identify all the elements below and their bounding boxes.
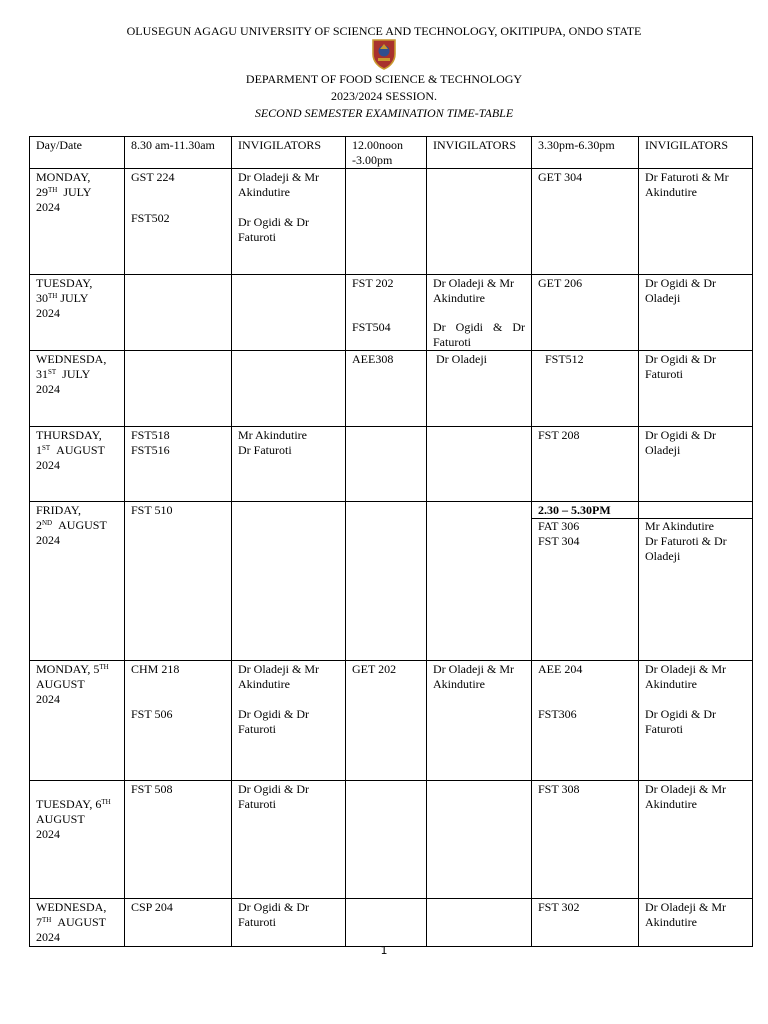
date-year: 2024 xyxy=(36,458,60,472)
day-name: FRIDAY, xyxy=(36,503,82,517)
table-row xyxy=(30,169,753,275)
morning-invigilators-cell xyxy=(232,899,346,947)
evening-course-cell xyxy=(532,781,639,899)
invigilator-names: Dr Oladeji & Mr Akindutire xyxy=(645,782,726,811)
morning-invigilators-cell xyxy=(232,427,346,502)
table-row xyxy=(30,661,753,781)
invigilator-names: Dr Oladeji & Mr Akindutire xyxy=(433,662,514,691)
invigilator-names: Dr Ogidi & Dr Oladeji xyxy=(645,276,716,305)
noon-invigilators-cell xyxy=(427,502,532,661)
invigilator-names: Dr Ogidi & Dr Faturoti xyxy=(238,707,309,736)
day-date-cell xyxy=(30,169,125,275)
date-year: 2024 xyxy=(36,930,60,944)
date-year: 2024 xyxy=(36,200,60,214)
column-header-invigilators: INVIGILATORS xyxy=(427,137,532,169)
course-code: FST 308 xyxy=(538,782,580,796)
date-suffix: TH xyxy=(42,916,52,924)
evening-course-cell xyxy=(532,275,639,351)
university-name: OLUSEGUN AGAGU UNIVERSITY OF SCIENCE AND TECHNOLOGY, OKITIPUPA, ONDO STATE xyxy=(126,24,642,38)
course-code: FST306 xyxy=(538,707,577,721)
day-name: WEDNESDA, xyxy=(36,352,107,366)
invigilator-names: Dr Ogidi & Dr Faturoti xyxy=(238,782,309,811)
course-code: CSP 204 xyxy=(131,900,173,914)
course-code: FST504 xyxy=(352,320,391,334)
day-date-cell xyxy=(30,351,125,427)
day-name: MONDAY, xyxy=(36,170,91,184)
noon-invigilators-cell xyxy=(427,899,532,947)
date-number: 30 xyxy=(36,291,48,305)
date-suffix: ND xyxy=(42,519,53,527)
date-number: 29 xyxy=(36,185,48,199)
noon-invigilators-cell xyxy=(427,661,532,781)
noon-course-cell xyxy=(346,781,427,899)
column-header-morning-slot: 8.30 am-11.30am xyxy=(125,137,232,169)
date-month: AUGUST xyxy=(36,677,85,691)
university-crest-logo xyxy=(371,38,397,70)
day-date-cell xyxy=(30,427,125,502)
noon-course-cell xyxy=(346,427,427,502)
invigilator-names: Dr Ogidi & Dr Faturoti xyxy=(238,215,309,244)
date-suffix: ST xyxy=(48,368,57,376)
day-name: TUESDAY, 6 xyxy=(36,797,102,811)
course-code: FST 304 xyxy=(538,534,580,548)
invigilator-names: Dr Faturoti xyxy=(238,443,292,457)
day-name: TUESDAY, xyxy=(36,276,93,290)
course-code: CHM 218 xyxy=(131,662,180,676)
day-name: WEDNESDA, xyxy=(36,900,107,914)
noon-course-cell xyxy=(346,351,427,427)
date-suffix: TH xyxy=(48,292,58,300)
noon-course-cell xyxy=(346,169,427,275)
invigilator-names: Dr Oladeji & Mr Akindutire xyxy=(433,276,514,305)
invigilator-names: Dr Oladeji & Mr Akindutire xyxy=(238,170,319,199)
timetable-title: SECOND SEMESTER EXAMINATION TIME-TABLE xyxy=(254,106,514,120)
evening-course-cell xyxy=(532,502,639,661)
course-code: FAT 306 xyxy=(538,519,580,533)
evening-course-cell xyxy=(532,169,639,275)
evening-invigilators-cell xyxy=(639,169,753,275)
invigilator-names: Dr Ogidi & Dr Faturoti xyxy=(238,900,309,929)
day-date-cell xyxy=(30,275,125,351)
page-number: 1 xyxy=(380,944,388,957)
table-row xyxy=(30,351,753,427)
date-month: AUGUST xyxy=(57,915,107,929)
special-time-label: 2.30 – 5.30PM xyxy=(538,503,611,517)
evening-course-cell xyxy=(532,661,639,781)
day-date-cell xyxy=(30,502,125,661)
date-month: AUGUST xyxy=(36,812,85,826)
table-row xyxy=(30,275,753,351)
column-header-day-date: Day/Date xyxy=(30,137,125,169)
evening-invigilators-cell xyxy=(639,661,753,781)
course-code: FST 508 xyxy=(131,782,173,796)
invigilator-names: Dr Ogidi & Dr Faturoti xyxy=(433,320,525,349)
invigilator-names: Dr Ogidi & Dr Faturoti xyxy=(645,707,716,736)
morning-course-cell xyxy=(125,502,232,661)
day-name: THURSDAY, xyxy=(36,428,102,442)
date-month: AUGUST xyxy=(56,443,105,457)
evening-invigilators-cell xyxy=(639,427,753,502)
morning-course-cell xyxy=(125,275,232,351)
column-header-invigilators: INVIGILATORS xyxy=(639,137,753,169)
date-year: 2024 xyxy=(36,306,60,320)
date-month: JULY xyxy=(63,185,92,199)
course-code: FST 510 xyxy=(131,503,173,517)
course-code: FST512 xyxy=(545,352,584,366)
course-code: FST516 xyxy=(131,443,170,457)
course-code: FST 202 xyxy=(352,276,394,290)
invigilator-names: Mr Akindutire xyxy=(238,428,307,442)
evening-invigilators-cell xyxy=(639,502,753,661)
table-header-row xyxy=(30,137,753,169)
invigilator-names: Mr Akindutire xyxy=(645,519,714,533)
invigilator-names: Dr Oladeji & Mr Akindutire xyxy=(645,662,726,691)
course-code: FST 208 xyxy=(538,428,580,442)
table-row xyxy=(30,781,753,899)
evening-course-cell xyxy=(532,427,639,502)
noon-invigilators-cell xyxy=(427,781,532,899)
date-number: 1 xyxy=(36,443,42,457)
day-name: MONDAY, 5 xyxy=(36,662,100,676)
exam-timetable xyxy=(29,136,753,947)
day-date-cell xyxy=(30,899,125,947)
morning-invigilators-cell xyxy=(232,661,346,781)
morning-invigilators-cell xyxy=(232,169,346,275)
course-code: AEE308 xyxy=(352,352,394,366)
evening-invigilators-cell xyxy=(639,899,753,947)
day-date-cell xyxy=(30,661,125,781)
course-code: FST518 xyxy=(131,428,170,442)
course-code: FST 302 xyxy=(538,900,580,914)
department-name: DEPARMENT OF FOOD SCIENCE & TECHNOLOGY xyxy=(245,72,523,86)
noon-invigilators-cell xyxy=(427,351,532,427)
date-suffix: TH xyxy=(99,663,109,671)
morning-course-cell xyxy=(125,781,232,899)
noon-course-cell xyxy=(346,502,427,661)
date-year: 2024 xyxy=(36,692,60,706)
evening-invigilators-cell xyxy=(639,275,753,351)
course-code: GST 224 xyxy=(131,170,175,184)
morning-invigilators-cell xyxy=(232,275,346,351)
course-code: GET 304 xyxy=(538,170,583,184)
session-label: 2023/2024 SESSION. xyxy=(330,89,437,103)
course-code: FST502 xyxy=(131,211,170,225)
date-suffix: TH xyxy=(101,798,111,806)
invigilator-names: Dr Ogidi & Dr Faturoti xyxy=(645,352,716,381)
column-header-invigilators: INVIGILATORS xyxy=(232,137,346,169)
evening-invigilators-cell xyxy=(639,351,753,427)
invigilator-names: Dr Faturoti & Dr Oladeji xyxy=(645,534,727,563)
date-year: 2024 xyxy=(36,382,60,396)
morning-course-cell xyxy=(125,169,232,275)
invigilator-names: Dr Ogidi & Dr Oladeji xyxy=(645,428,716,457)
morning-course-cell xyxy=(125,661,232,781)
course-code: AEE 204 xyxy=(538,662,583,676)
noon-invigilators-cell xyxy=(427,169,532,275)
date-year: 2024 xyxy=(36,827,60,841)
morning-course-cell xyxy=(125,899,232,947)
morning-invigilators-cell xyxy=(232,502,346,661)
table-row xyxy=(30,899,753,947)
invigilator-names: Dr Faturoti & Mr Akindutire xyxy=(645,170,729,199)
column-header-noon-slot: 12.00noon -3.00pm xyxy=(346,137,427,169)
invigilator-names: Dr Oladeji & Mr Akindutire xyxy=(645,900,726,929)
date-number: 7 xyxy=(36,915,42,929)
noon-invigilators-cell xyxy=(427,275,532,351)
table-row xyxy=(30,427,753,502)
noon-invigilators-cell xyxy=(427,427,532,502)
invigilator-names: Dr Oladeji & Mr Akindutire xyxy=(238,662,319,691)
column-header-evening-slot: 3.30pm-6.30pm xyxy=(532,137,639,169)
date-month: JULY xyxy=(62,367,91,381)
evening-invigilators-cell xyxy=(639,781,753,899)
date-month: JULY xyxy=(60,291,89,305)
course-code: GET 202 xyxy=(352,662,397,676)
date-suffix: TH xyxy=(48,186,58,194)
morning-invigilators-cell xyxy=(232,351,346,427)
noon-course-cell xyxy=(346,899,427,947)
date-number: 31 xyxy=(36,367,48,381)
morning-course-cell xyxy=(125,427,232,502)
morning-course-cell xyxy=(125,351,232,427)
date-suffix: ST xyxy=(42,444,51,452)
course-code: GET 206 xyxy=(538,276,583,290)
invigilator-names: Dr Oladeji xyxy=(436,352,487,366)
evening-course-cell xyxy=(532,899,639,947)
day-date-cell xyxy=(30,781,125,899)
table-row xyxy=(30,502,753,661)
date-month: AUGUST xyxy=(58,518,107,532)
evening-course-cell xyxy=(532,351,639,427)
noon-course-cell xyxy=(346,661,427,781)
date-year: 2024 xyxy=(36,533,60,547)
morning-invigilators-cell xyxy=(232,781,346,899)
noon-course-cell xyxy=(346,275,427,351)
date-number: 2 xyxy=(36,518,42,532)
course-code: FST 506 xyxy=(131,707,173,721)
